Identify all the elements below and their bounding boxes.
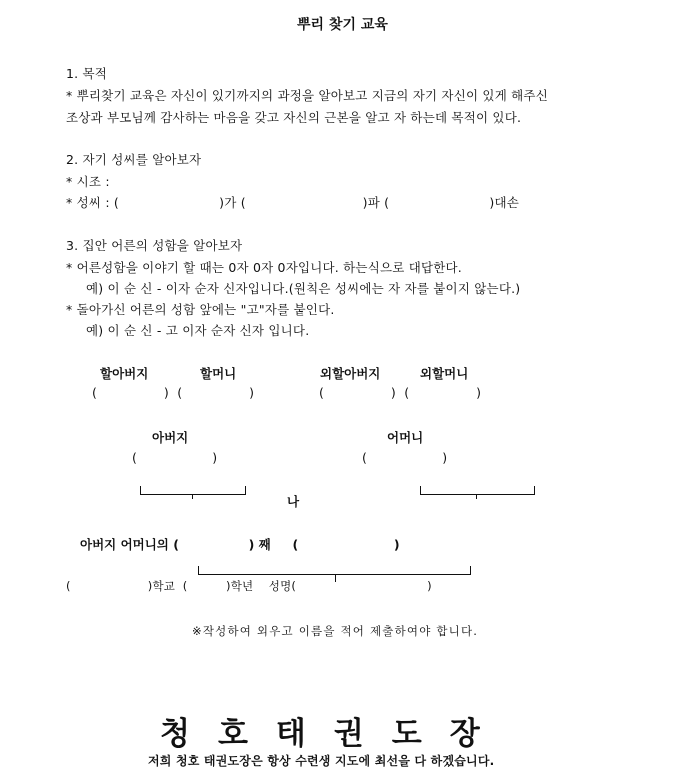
- section3-heading: 3. 집안 어른의 성함을 알아보자: [66, 238, 243, 253]
- mother-label: 어머니: [387, 430, 424, 445]
- section3-line1: * 어른성함을 이야기 할 때는 0자 0자 0자입니다. 하는식으로 대답한다.: [66, 260, 462, 275]
- section2-line2: * 성씨 : ( )가 ( )파 ( )대손: [66, 195, 520, 210]
- section2-line1: * 시조 :: [66, 174, 110, 189]
- father-paren: ( ): [132, 450, 218, 465]
- section1-heading: 1. 목적: [66, 66, 108, 81]
- section3-line3: * 돌아가신 어른의 성함 앞에는 "고"자를 붙인다.: [66, 302, 335, 317]
- father-label: 아버지: [152, 430, 189, 445]
- page-title: 뿌리 찾기 교육: [297, 17, 388, 33]
- grandparents-paren-right: ( ) ( ): [319, 385, 482, 400]
- dojang-name: 청호태권도장: [160, 716, 508, 752]
- grandparents-paren-left: ( ) ( ): [92, 385, 255, 400]
- section3-line2: 예) 이 순 신 - 이자 순자 신자입니다.(원칙은 성씨에는 자 자를 붙이지 않는다.): [86, 281, 521, 296]
- section2-heading: 2. 자기 성씨를 알아보자: [66, 152, 202, 167]
- maternal-grandfather-label: 외할아버지: [320, 366, 381, 381]
- grandfather-label: 할아버지: [100, 366, 149, 381]
- me-label: 나: [287, 494, 300, 509]
- school-line: ( )학교 ( )학년 성명( ): [66, 579, 432, 593]
- section3-line4: 예) 이 순 신 - 고 이자 순자 신자 입니다.: [86, 323, 310, 338]
- submission-note: ※작성하여 외우고 이름을 적어 제출하여야 합니다.: [192, 624, 479, 638]
- dojang-slogan: 저희 청호 태권도장은 항상 수련생 지도에 최선을 다 하겠습니다.: [148, 754, 495, 768]
- grandmother-label: 할머니: [200, 366, 237, 381]
- mother-paren: ( ): [362, 450, 448, 465]
- order-line: 아버지 어머니의 ( ) 째 ( ): [80, 537, 400, 552]
- maternal-grandmother-label: 외할머니: [420, 366, 469, 381]
- section1-line2: 조상과 부모님께 감사하는 마음을 갖고 자신의 근본을 알고 자 하는데 목적이 있다.: [66, 110, 522, 125]
- section1-line1: * 뿌리찾기 교육은 자신이 있기까지의 과정을 알아보고 지금의 자기 자신이 있게 해주신: [66, 88, 548, 103]
